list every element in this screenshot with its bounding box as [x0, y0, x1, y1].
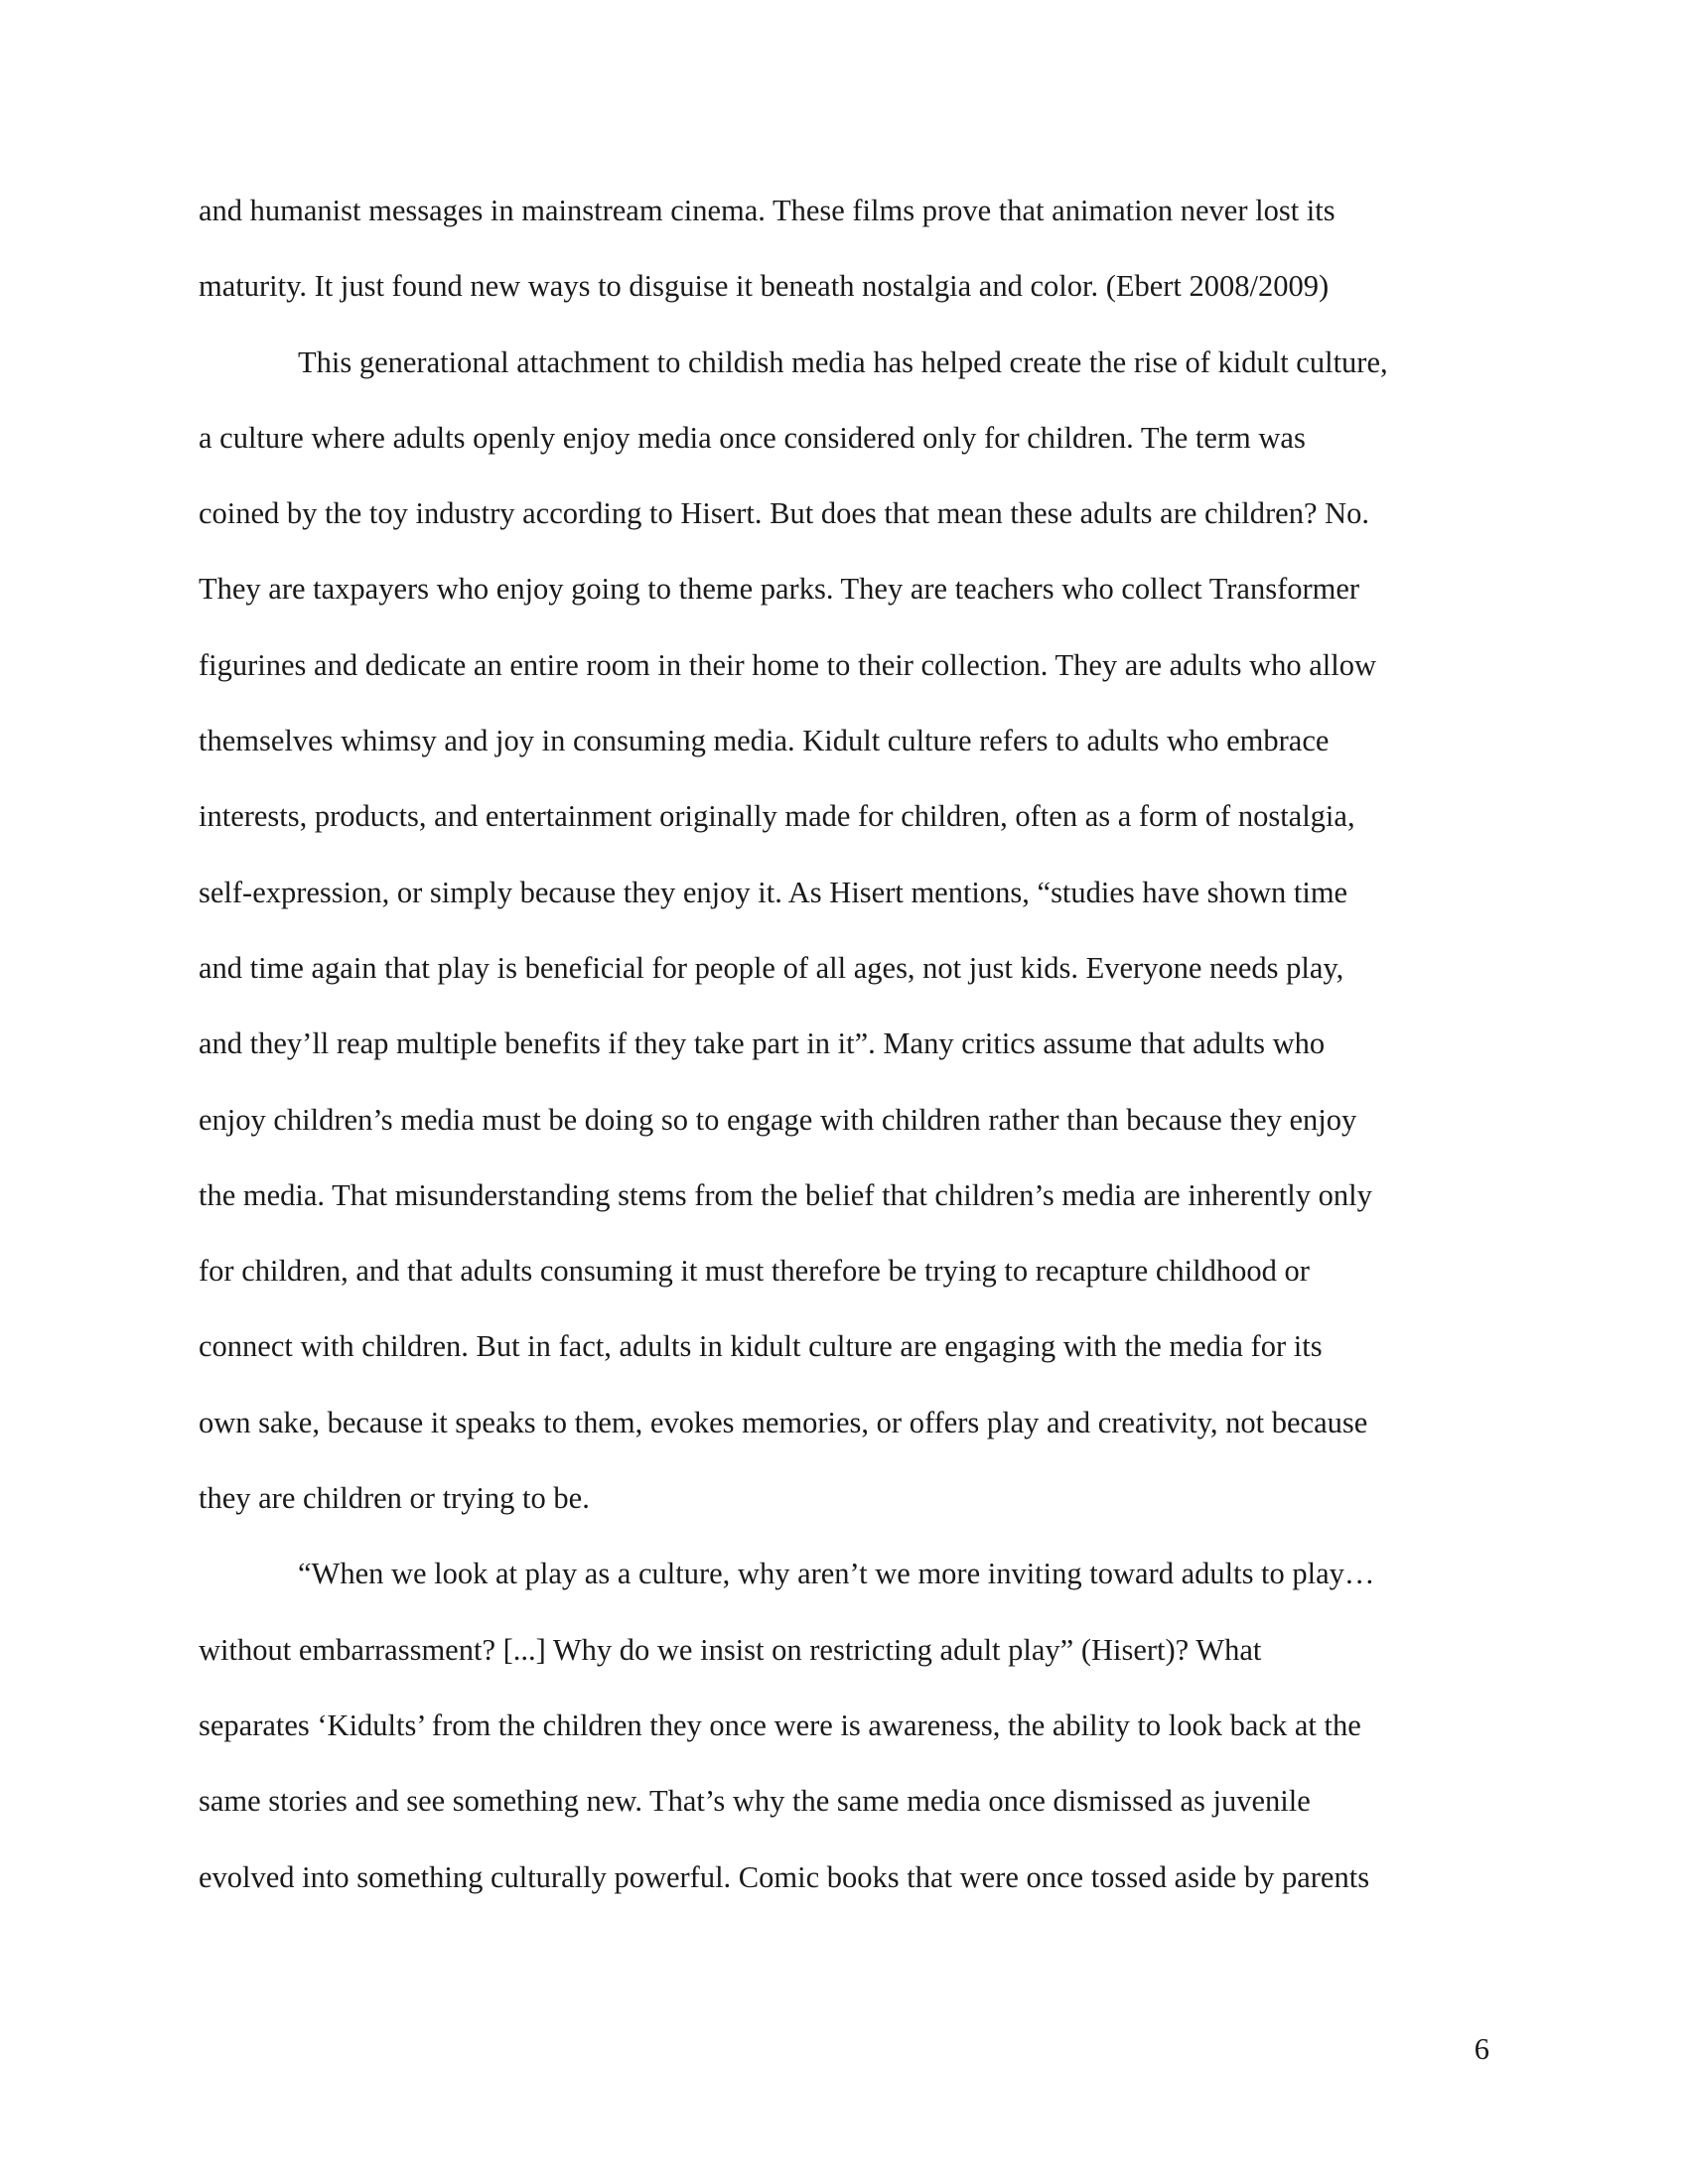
- text-line: a culture where adults openly enjoy media once considered only for children. The term was: [199, 420, 1306, 455]
- text-line: same stories and see something new. That’s why the same media once dismissed as juvenile: [199, 1784, 1311, 1819]
- text-line: the media. That misunderstanding stems from the belief that children’s media are inherently only: [199, 1177, 1372, 1212]
- text-line: separates ‘Kidults’ from the children they once were is awareness, the ability to look back at the: [199, 1707, 1361, 1742]
- paragraph-start-line: “When we look at play as a culture, why aren’t we more inviting toward adults to play…: [298, 1557, 1375, 1591]
- text-line: themselves whimsy and joy in consuming media. Kidult culture refers to adults who embrace: [199, 724, 1330, 758]
- text-line: connect with children. But in fact, adults in kidult culture are engaging with the media for its: [199, 1329, 1323, 1364]
- text-line: for children, and that adults consuming it must therefore be trying to recapture childhood or: [199, 1254, 1310, 1289]
- page-number: 6: [1474, 2032, 1489, 2066]
- text-line: enjoy children’s media must be doing so to engage with children rather than because they enjoy: [199, 1102, 1357, 1137]
- paragraph-start-line: This generational attachment to childish media has helped create the rise of kidult culture,: [298, 344, 1388, 379]
- text-line: and time again that play is beneficial for people of all ages, not just kids. Everyone needs play,: [199, 950, 1344, 985]
- text-line: they are children or trying to be.: [199, 1481, 590, 1516]
- text-line: own sake, because it speaks to them, evokes memories, or offers play and creativity, not because: [199, 1405, 1368, 1439]
- text-line: coined by the toy industry according to Hisert. But does that mean these adults are children? No.: [199, 496, 1370, 531]
- text-line: interests, products, and entertainment originally made for children, often as a form of nostalgia,: [199, 799, 1355, 834]
- text-line: evolved into something culturally powerful. Comic books that were once tossed aside by parents: [199, 1859, 1370, 1894]
- document-body: [199, 196, 1489, 1938]
- text-line: without embarrassment? [...] Why do we insist on restricting adult play” (Hisert)? What: [199, 1632, 1262, 1667]
- text-line: figurines and dedicate an entire room in their home to their collection. They are adults who allow: [199, 647, 1377, 682]
- text-line: and humanist messages in mainstream cinema. These films prove that animation never lost its: [199, 194, 1336, 227]
- text-line: maturity. It just found new ways to disguise it beneath nostalgia and color. (Ebert 2008/2009): [199, 269, 1330, 304]
- text-line: They are taxpayers who enjoy going to theme parks. They are teachers who collect Transformer: [199, 572, 1360, 607]
- text-line: and they’ll reap multiple benefits if they take part in it”. Many critics assume that adults who: [199, 1026, 1326, 1061]
- text-line: self-expression, or simply because they enjoy it. As Hisert mentions, “studies have shown time: [199, 875, 1348, 909]
